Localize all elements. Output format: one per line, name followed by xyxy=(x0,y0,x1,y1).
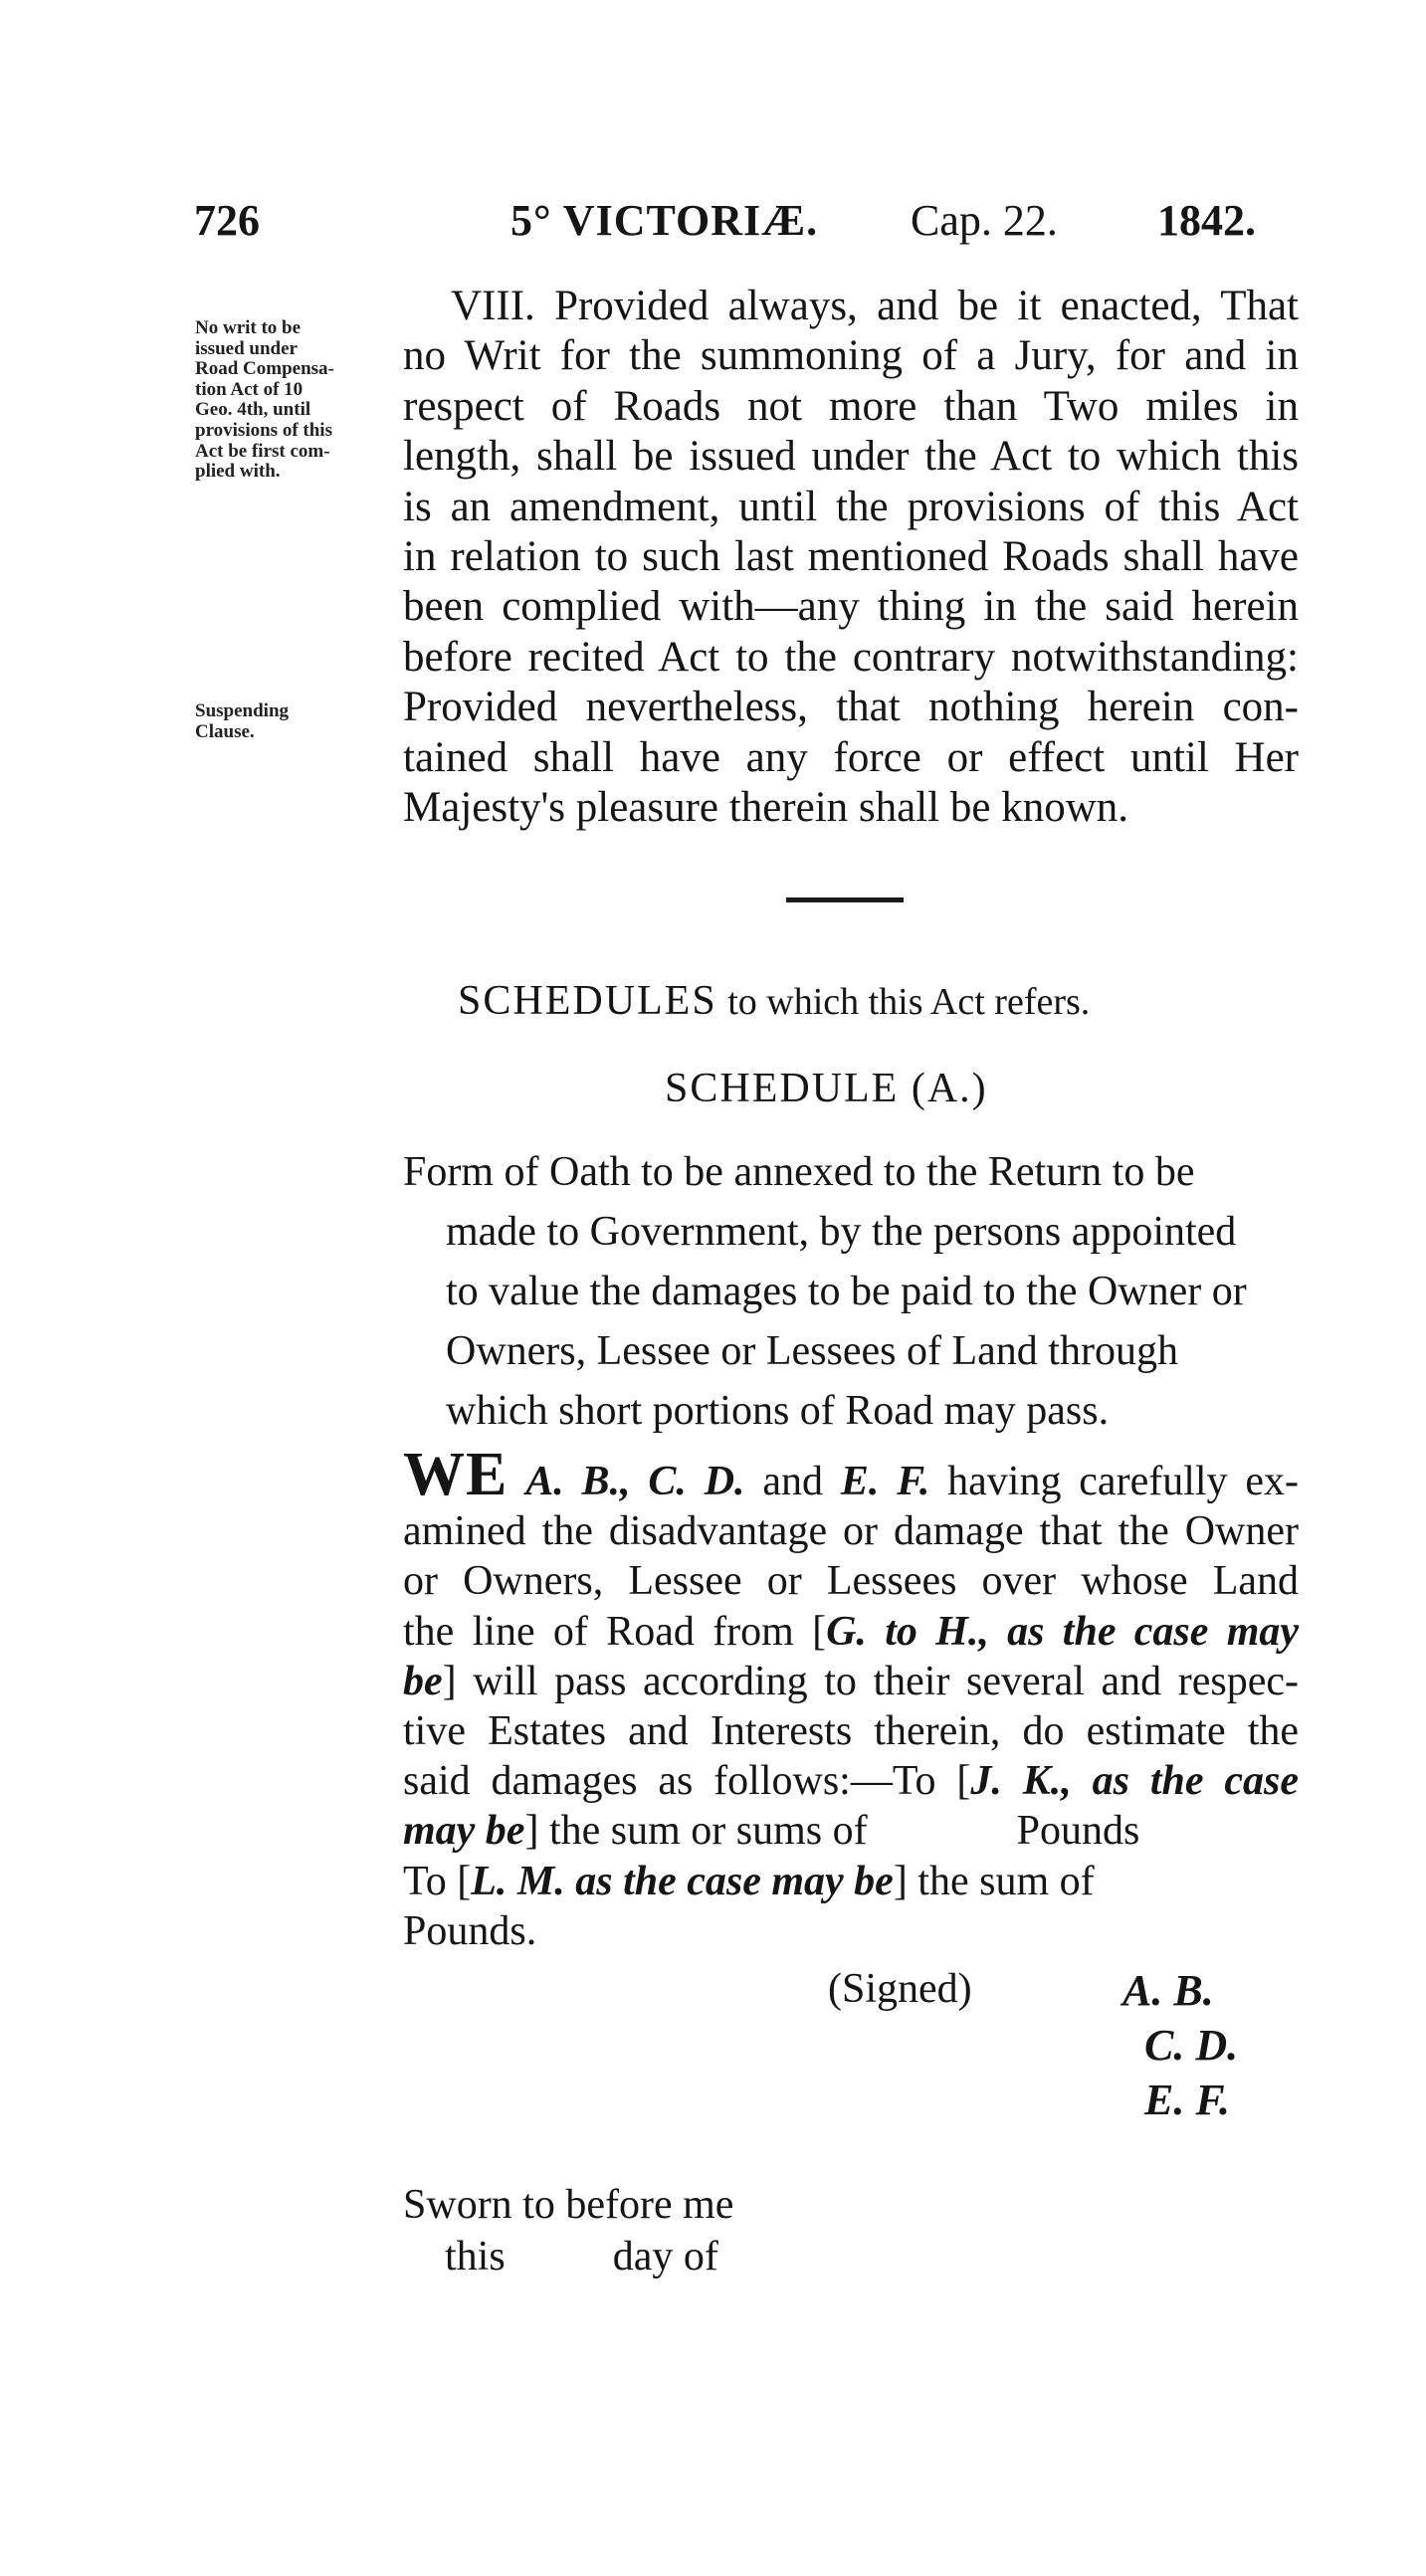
header-year: 1842. xyxy=(1157,196,1256,245)
oath-line xyxy=(403,1441,1299,1508)
oath-name: A. B., xyxy=(525,1459,631,1504)
schedules-heading xyxy=(458,977,1090,1025)
oath-italic: G. to H., as the case may xyxy=(826,1608,1300,1655)
form-description-line: to value the damages to be paid to the Owner or xyxy=(446,1269,1247,1314)
oath-line: tive Estates and Interests therein, do estimate the xyxy=(403,1708,1299,1755)
oath-line xyxy=(403,1806,1299,1856)
form-description-line: which short portions of Road may pass. xyxy=(446,1388,1110,1434)
paragraph-line: tained shall have any force or effect until Her xyxy=(403,733,1299,781)
signed-label: (Signed) xyxy=(828,1966,972,2012)
form-description-line: Owners, Lessee or Lessees of Land through xyxy=(446,1328,1178,1374)
oath-text: Pounds xyxy=(1016,1808,1140,1855)
oath-line: Pounds. xyxy=(403,1907,537,1954)
paragraph-line: respect of Roads not more than Two miles in xyxy=(403,382,1299,430)
form-description-line: made to Government, by the persons appointed xyxy=(446,1209,1237,1255)
sworn-day-of: day of xyxy=(612,2234,718,2279)
margin-note-line: Act be first com- xyxy=(195,440,330,462)
oath-name: C. D. xyxy=(648,1459,745,1504)
sworn-line xyxy=(403,2231,733,2282)
form-description xyxy=(403,1142,1299,1441)
margin-note-line: Clause. xyxy=(195,720,255,742)
oath-dropcap: WE xyxy=(403,1441,509,1508)
margin-note-line: No writ to be xyxy=(195,317,302,338)
oath-line xyxy=(403,1657,1299,1706)
paragraph-line: Provided nevertheless, that nothing herein con- xyxy=(403,684,1299,731)
oath-line xyxy=(403,1857,1299,1906)
oath-text: ] the sum or sums of xyxy=(524,1808,868,1855)
sworn-block xyxy=(403,2179,733,2282)
paragraph-line: VIII. Provided always, and be it enacted, That xyxy=(451,283,1299,329)
header-chapter: Cap. 22. xyxy=(911,196,1058,245)
margin-note-line: Geo. 4th, until xyxy=(195,399,311,421)
section-viii-paragraph xyxy=(403,282,1299,833)
oath-italic: J. K., as the case xyxy=(970,1758,1299,1805)
oath-text: ] the sum of xyxy=(893,1858,1095,1904)
paragraph-line: length, shall be issued under the Act to which this xyxy=(403,433,1299,481)
oath-text: said damages as follows:—To [ xyxy=(403,1758,971,1805)
oath-line: or Owners, Lessee or Lessees over whose Land xyxy=(403,1558,1299,1605)
oath-italic: be xyxy=(403,1658,443,1704)
paragraph-line: before recited Act to the contrary notwithstanding: xyxy=(403,633,1299,681)
oath-text: and xyxy=(762,1459,824,1504)
oath-italic: L. M. as the case may be xyxy=(471,1858,894,1904)
oath-text: the line of Road from [ xyxy=(403,1608,827,1655)
paragraph-line: is an amendment, until the provisions of this Act xyxy=(403,483,1299,530)
margin-note-line: issued under xyxy=(195,337,298,359)
signature-name: C. D. xyxy=(1144,2021,1239,2070)
oath-text: ] will pass according to their several and respec- xyxy=(442,1658,1299,1704)
oath-line: amined the disadvantage or damage that the Owner xyxy=(403,1508,1299,1555)
page-number: 726 xyxy=(194,196,260,245)
paragraph-line: Majesty's pleasure therein shall be known. xyxy=(403,784,1129,832)
schedules-heading-caps: SCHEDULES xyxy=(458,978,717,1024)
margin-note-suspending xyxy=(195,701,399,742)
paragraph-line: in relation to such last mentioned Roads shall have xyxy=(403,533,1299,581)
margin-note-line: Suspending xyxy=(195,700,290,721)
form-description-line: Form of Oath to be annexed to the Return to be xyxy=(403,1149,1195,1195)
oath-line xyxy=(403,1756,1299,1806)
running-header xyxy=(194,195,1289,247)
schedule-title: SCHEDULE (A.) xyxy=(665,1066,988,1111)
margin-note-line: tion Act of 10 xyxy=(195,378,304,400)
margin-note-line: provisions of this xyxy=(195,419,332,441)
sworn-line: Sworn to before me xyxy=(403,2182,734,2228)
paragraph-line: been complied with—any thing in the said herein xyxy=(403,583,1299,631)
oath-text: having carefully ex- xyxy=(947,1459,1299,1504)
oath-italic: may be xyxy=(403,1808,525,1855)
oath-text: To [ xyxy=(403,1858,472,1904)
margin-note-line: plied with. xyxy=(195,461,281,483)
signature-name: A. B. xyxy=(1122,1966,1214,2015)
oath-line xyxy=(403,1607,1299,1657)
margin-note-line: Road Compensa- xyxy=(195,358,334,380)
margin-note-writ xyxy=(195,318,399,483)
oath-name: E. F. xyxy=(840,1459,930,1504)
schedules-heading-rest: to which this Act refers. xyxy=(727,981,1091,1023)
sworn-this: this xyxy=(445,2234,506,2279)
oath-paragraph xyxy=(403,1441,1300,1956)
signature-name: E. F. xyxy=(1144,2076,1231,2124)
header-title: 5° VICTORIÆ. xyxy=(510,196,819,245)
section-divider xyxy=(786,897,904,902)
paragraph-line: no Writ for the summoning of a Jury, for and in xyxy=(403,332,1299,380)
